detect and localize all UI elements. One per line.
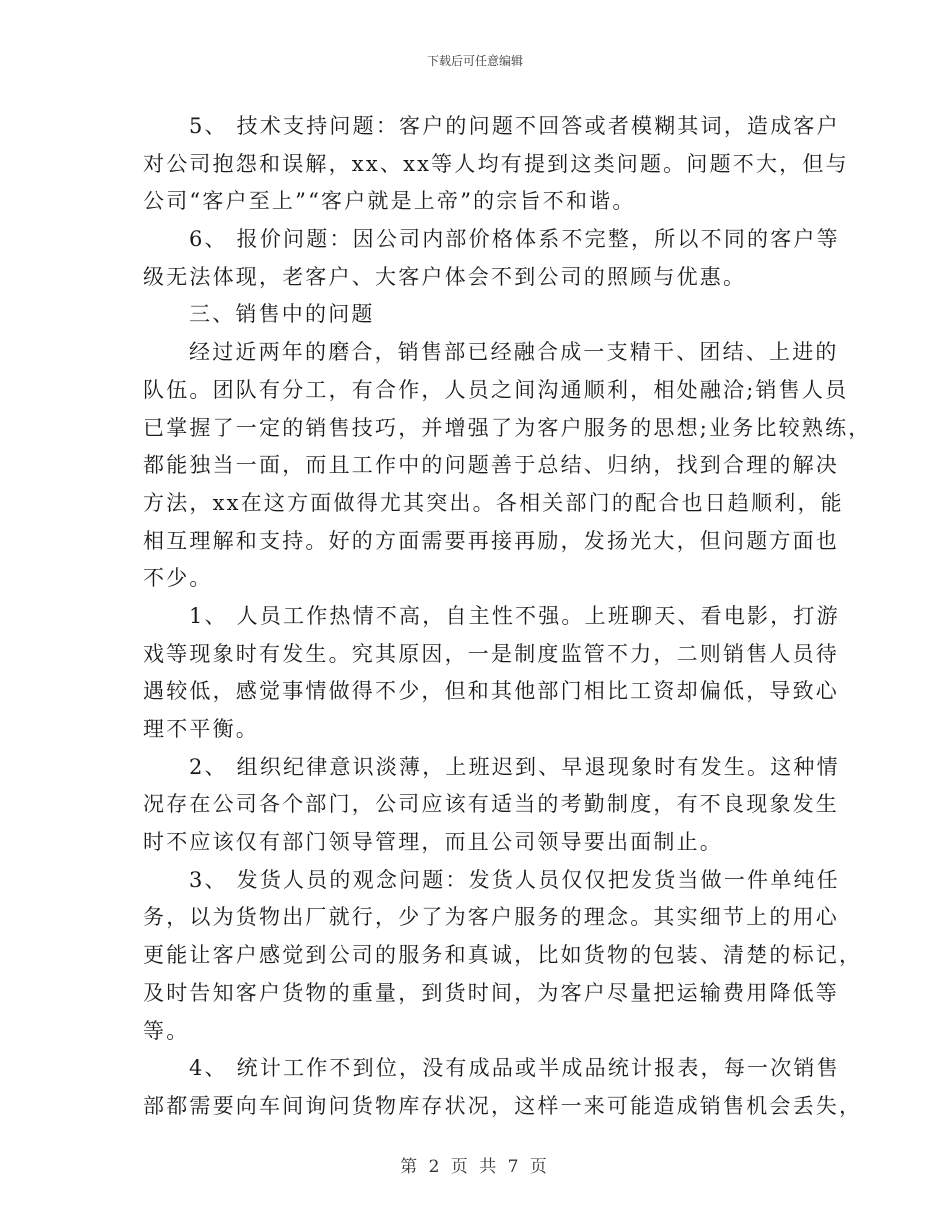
text-line: 已掌握了一定的销售技巧，并增强了为客户服务的思想;业务比较熟练， — [143, 415, 872, 440]
text-line: 对公司抱怨和误解，xx、xx等人均有提到这类问题。问题不大，但与 — [143, 151, 849, 176]
text-line: 及时告知客户货物的重量，到货时间，为客户尽量把运输费用降低等 — [143, 980, 839, 1005]
text-line: 三、销售中的问题 — [189, 302, 375, 327]
text-line: 公司“客户至上”“客户就是上帝”的宗旨不和谐。 — [143, 189, 636, 214]
text-line: 5、 技术支持问题：客户的问题不回答或者模糊其词，造成客户 — [189, 114, 840, 138]
text-line: 经过近两年的磨合，销售部已经融合成一支精干、团结、上进的 — [189, 340, 839, 365]
text-line: 方法，xx在这方面做得尤其突出。各相关部门的配合也日趋顺利，能 — [143, 490, 844, 515]
text-line: 都能独当一面，而且工作中的问题善于总结、归纳，找到合理的解决 — [143, 453, 839, 478]
text-line: 相互理解和支持。好的方面需要再接再励，发扬光大，但问题方面也 — [143, 528, 839, 553]
text-line: 戏等现象时有发生。究其原因，一是制度监管不力，二则销售人员待 — [143, 641, 839, 666]
text-line: 3、 发货人员的观念问题：发货人员仅仅把发货当做一件单纯任 — [189, 867, 840, 892]
text-line: 等。 — [143, 1018, 190, 1043]
text-line: 队伍。团队有分工，有合作，人员之间沟通顺利，相处融洽;销售人员 — [143, 377, 849, 402]
text-line: 2、 组织纪律意识淡薄，上班迟到、早退现象时有发生。这种情 — [189, 754, 840, 779]
text-line: 不少。 — [143, 566, 213, 591]
page-footer: 第 2 页 共 7 页 — [400, 1157, 550, 1177]
text-line: 6、 报价问题：因公司内部价格体系不完整，所以不同的客户等 — [189, 227, 840, 252]
text-line: 理不平衡。 — [143, 717, 259, 741]
text-line: 遇较低，感觉事情做得不少，但和其他部门相比工资却偏低，导致心 — [143, 679, 839, 704]
text-line: 部都需要向车间询问货物库存状况，这样一来可能造成销售机会丢失， — [143, 1093, 863, 1118]
text-line: 1、 人员工作热情不高，自主性不强。上班聊天、看电影，打游 — [189, 603, 840, 628]
text-line: 况存在公司各个部门，公司应该有适当的考勤制度，有不良现象发生 — [143, 792, 839, 817]
text-line: 务，以为货物出厂就行，少了为客户服务的理念。其实细节上的用心 — [143, 905, 839, 930]
text-line: 级无法体现，老客户、大客户体会不到公司的照顾与优惠。 — [143, 264, 747, 289]
text-line: 更能让客户感觉到公司的服务和真诚，比如货物的包装、清楚的标记， — [143, 943, 863, 968]
document-body — [143, 108, 872, 1126]
text-line: 4、 统计工作不到位，没有成品或半成品统计报表，每一次销售 — [189, 1056, 840, 1081]
text-line: 时不应该仅有部门领导管理，而且公司领导要出面制止。 — [143, 830, 723, 855]
page-header: 下载后可任意编辑 — [426, 54, 523, 68]
